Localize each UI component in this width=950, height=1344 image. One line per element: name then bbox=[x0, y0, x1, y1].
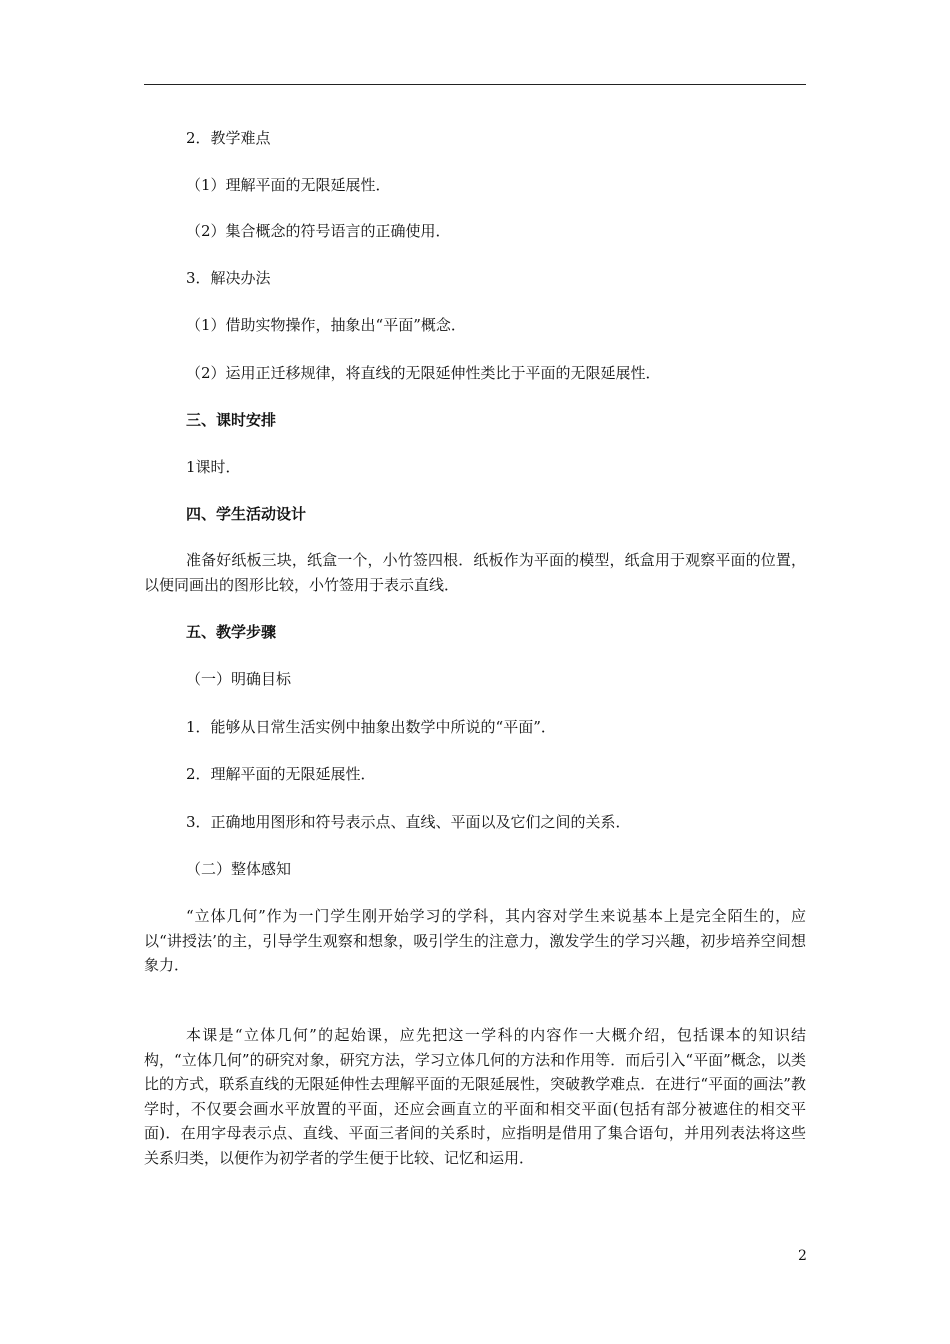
heading-solution: 3．解决办法 bbox=[186, 269, 271, 287]
goal-1: 1．能够从日常生活实例中抽象出数学中所说的“平面”． bbox=[186, 718, 556, 736]
section-4-paragraph: 准备好纸板三块，纸盒一个，小竹签四根．纸板作为平面的模型，纸盒用于观察平面的位置，以便同画出的图形比较，小竹签用于表示直线． bbox=[144, 551, 806, 594]
goal-3: 3．正确地用图形和符号表示点、直线、平面以及它们之间的关系． bbox=[186, 813, 631, 831]
subsection-1-title: （一）明确目标 bbox=[186, 670, 292, 688]
goal-2: 2．理解平面的无限延展性． bbox=[186, 765, 376, 783]
section-4-title: 四、学生活动设计 bbox=[186, 505, 307, 523]
subsection-2-title: （二）整体感知 bbox=[186, 860, 292, 878]
page-number: 2 bbox=[798, 1248, 807, 1264]
solution-item-1: （1）借助实物操作，抽象出“平面”概念． bbox=[186, 316, 466, 334]
heading-teaching-difficulty: 2．教学难点 bbox=[186, 129, 271, 147]
solution-item-2: （2）运用正迁移规律，将直线的无限延伸性类比于平面的无限延展性． bbox=[186, 364, 661, 382]
header-rule bbox=[144, 84, 806, 85]
paragraph-overview-1: “立体几何”作为一门学生刚开始学习的学科，其内容对学生来说基本上是完全陌生的，应以“讲授法’的主，引导学生观察和想象，吸引学生的注意力，激发学生的学习兴趣，初步培养空间想象力． bbox=[144, 907, 806, 974]
difficulty-item-1: （1）理解平面的无限延展性． bbox=[186, 176, 391, 194]
section-3-text: 1课时． bbox=[186, 458, 241, 476]
section-3-title: 三、课时安排 bbox=[186, 411, 277, 429]
difficulty-item-2: （2）集合概念的符号语言的正确使用． bbox=[186, 222, 451, 240]
section-5-title: 五、教学步骤 bbox=[186, 623, 277, 641]
paragraph-overview-2: 本课是“立体几何”的起始课，应先把这一学科的内容作一大概介绍，包括课本的知识结构，“立体几何”的研究对象，研究方法，学习立体几何的方法和作用等．而后引入“平面”概念，以类比的方式，联系直线的无限延伸性去理解平面的无限延展性，突破教学难点．在进行“平面的画法”教学时，不仅要会画水平放置的平面，还应会画直立的平面和相交平面(包括有部分被遮住的相交平面)．在用字母表示点、直线、平面三者间的关系时，应指明是借用了集合语句，并用列表法将这些关系归类，以便作为初学者的学生便于比较、记忆和运用． bbox=[144, 1026, 806, 1167]
